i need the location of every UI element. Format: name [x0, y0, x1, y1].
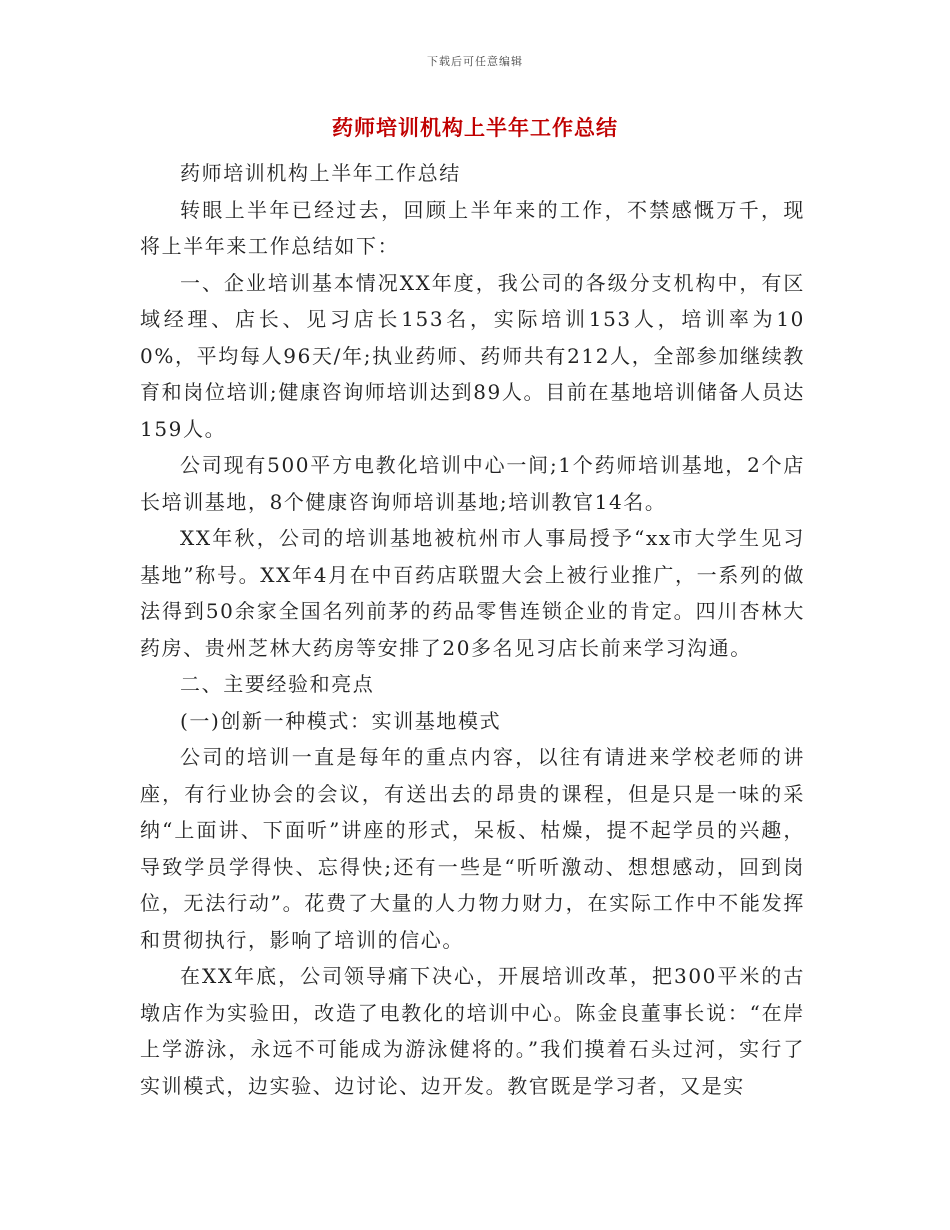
paragraph-basic-info: 一、企业培训基本情况XX年度，我公司的各级分支机构中，有区域经理、店长、见习店长153名，实际培训153人，培训率为100%，平均每人96天/年;执业药师、药师共有212人，全部参加继续教育和岗位培训;健康咨询师培训达到89人。目前在基地培训储备人员达159人。 — [140, 270, 805, 441]
paragraph-subtitle: 药师培训机构上半年工作总结 — [180, 161, 461, 185]
document-title: 药师培训机构上半年工作总结 — [332, 115, 618, 140]
document-body — [140, 155, 805, 1104]
paragraph-reform: 在XX年底，公司领导痛下决心，开展培训改革，把300平米的古墩店作为实验田，改造了电教化的培训中心。陈金良董事长说：“在岸上学游泳，永远不可能成为游泳健将的。”我们摸着石头过河，实行了实训模式，边实验、边讨论、边开发。教官既是学习者，又是实 — [140, 964, 805, 1098]
subsection-heading-model: (一)创新一种模式：实训基地模式 — [180, 708, 502, 733]
paragraph-facilities: 公司现有500平方电教化培训中心一间;1个药师培训基地，2个店长培训基地，8个健康咨询师培训基地;培训教官14名。 — [140, 453, 805, 514]
paragraph-past-training: 公司的培训一直是每年的重点内容，以往有请进来学校老师的讲座，有行业协会的会议，有送出去的昂贵的课程，但是只是一味的采纳“上面讲、下面听”讲座的形式，呆板、枯燥，提不起学员的兴趣，导致学员学得快、忘得快;还有一些是“听听激动、想想感动，回到岗位，无法行动”。花费了大量的人力物力财力，在实际工作中不能发挥和贯彻执行，影响了培训的信心。 — [140, 745, 805, 952]
header-note: 下载后可任意编辑 — [427, 55, 523, 68]
paragraph-intro: 转眼上半年已经过去，回顾上半年来的工作，不禁感慨万千，现将上半年来工作总结如下： — [140, 197, 805, 258]
section-heading-experience: 二、主要经验和亮点 — [180, 672, 375, 696]
paragraph-honors: XX年秋，公司的培训基地被杭州市人事局授予“xx市大学生见习基地”称号。XX年4月在中百药店联盟大会上被行业推广，一系列的做法得到50余家全国名列前茅的药品零售连锁企业的肯定。四川杏林大药房、贵州芝林大药房等安排了20多名见习店长前来学习沟通。 — [140, 526, 805, 660]
